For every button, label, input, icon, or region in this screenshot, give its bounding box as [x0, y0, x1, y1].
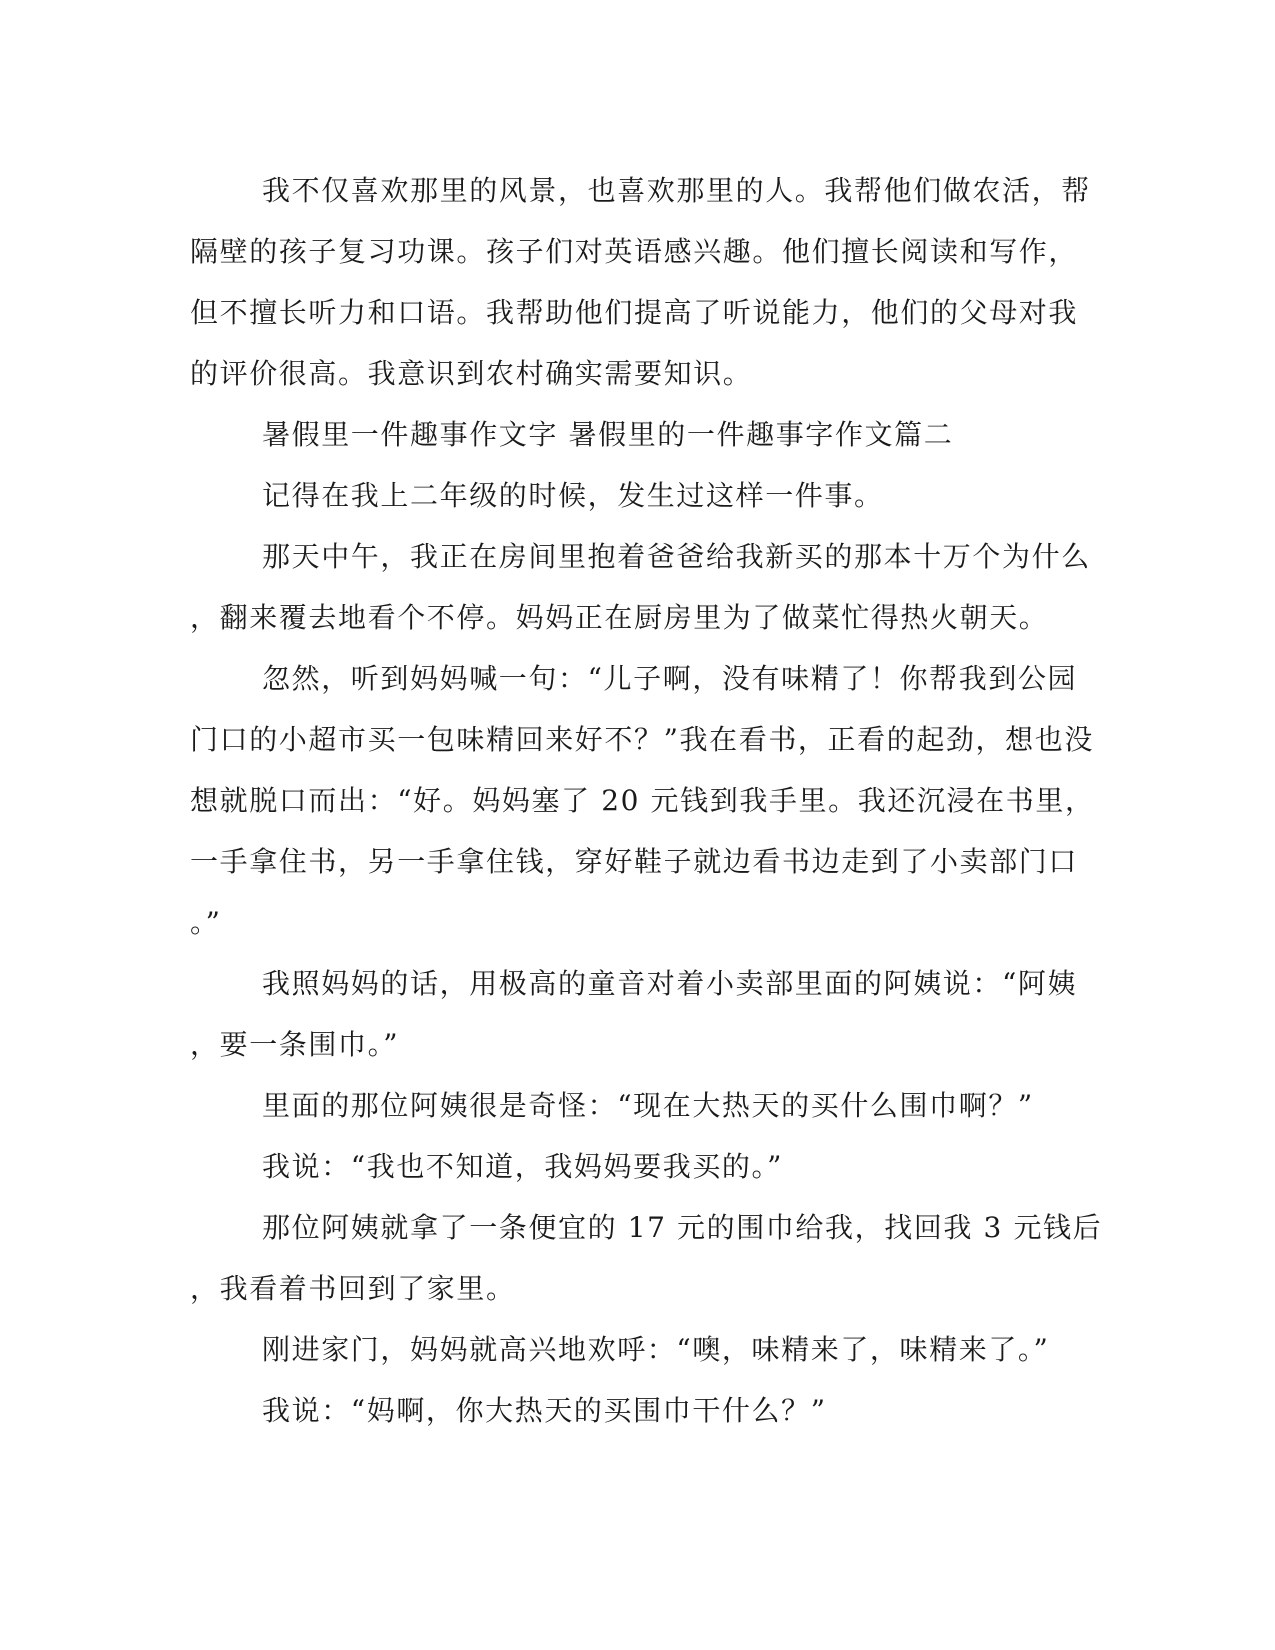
section-heading: 暑假里一件趣事作文字 暑假里的一件趣事字作文篇二	[262, 418, 954, 451]
text-line: 。”	[190, 906, 222, 939]
text-line: 刚进家门，妈妈就高兴地欢呼：“噢，味精来了，味精来了。”	[262, 1333, 1050, 1366]
text-line: 里面的那位阿姨很是奇怪：“现在大热天的买什么围巾啊？”	[262, 1089, 1034, 1122]
document-body	[190, 160, 1103, 1441]
text-line: ，要一条围巾。”	[190, 1028, 400, 1061]
text-line: 忽然，听到妈妈喊一句：“儿子啊，没有味精了！你帮我到公园	[262, 662, 1078, 695]
text-line: 隔壁的孩子复习功课。孩子们对英语感兴趣。他们擅长阅读和写作，	[190, 235, 1079, 268]
text-line: 的评价很高。我意识到农村确实需要知识。	[190, 357, 753, 390]
text-line: 一手拿住书，另一手拿住钱，穿好鞋子就边看书边走到了小卖部门口	[190, 845, 1079, 878]
text-line: 想就脱口而出：“好。妈妈塞了 20 元钱到我手里。我还沉浸在书里，	[190, 784, 1095, 817]
text-line: 我说：“妈啊，你大热天的买围巾干什么？”	[262, 1394, 827, 1427]
text-line: 那位阿姨就拿了一条便宜的 17 元的围巾给我，找回我 3 元钱后	[262, 1211, 1103, 1244]
text-line: 但不擅长听力和口语。我帮助他们提高了听说能力，他们的父母对我	[190, 296, 1079, 329]
text-line: 我照妈妈的话，用极高的童音对着小卖部里面的阿姨说：“阿姨	[262, 967, 1078, 1000]
text-line: 我不仅喜欢那里的风景，也喜欢那里的人。我帮他们做农活，帮	[262, 174, 1091, 207]
text-line: 我说：“我也不知道，我妈妈要我买的。”	[262, 1150, 784, 1183]
text-line: ，我看着书回到了家里。	[190, 1272, 516, 1305]
text-line: 记得在我上二年级的时候，发生过这样一件事。	[262, 479, 884, 512]
text-line: 门口的小超市买一包味精回来好不？”我在看书，正看的起劲，想也没	[190, 723, 1094, 756]
text-line: 那天中午，我正在房间里抱着爸爸给我新买的那本十万个为什么	[262, 540, 1091, 573]
text-line: ，翻来覆去地看个不停。妈妈正在厨房里为了做菜忙得热火朝天。	[190, 601, 1049, 634]
